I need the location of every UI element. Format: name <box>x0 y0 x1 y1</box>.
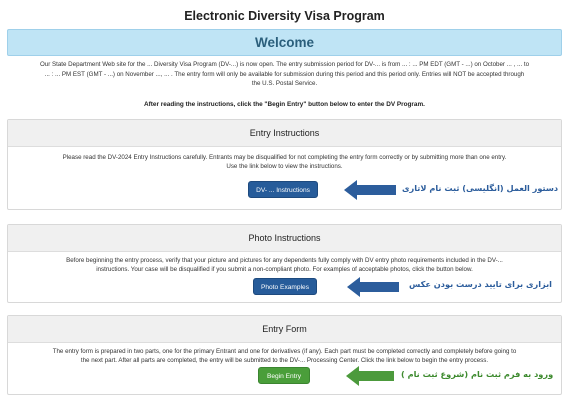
entry-instructions-text <box>8 147 561 171</box>
begin-entry-button[interactable]: Begin Entry <box>258 367 310 384</box>
left-arrow-icon <box>344 179 396 201</box>
entry-note: ورود به فرم ثبت نام (شروع ثبت نام ) <box>401 369 554 379</box>
welcome-banner: Welcome <box>7 29 562 56</box>
photo-instructions-text <box>8 252 561 274</box>
instructions-annotation <box>344 179 564 201</box>
entry-annotation <box>346 365 568 387</box>
intro-text <box>6 60 563 89</box>
entry-form-heading: Entry Form <box>8 316 561 343</box>
intro-instruction: After reading the instructions, click the "Begin Entry" button below to enter the DV Program. <box>144 101 425 108</box>
intro-line: the U.S. Postal Service. <box>251 80 318 88</box>
entry-instructions-heading: Entry Instructions <box>8 120 561 147</box>
panel-text-line: instructions. Your case will be disqualified if you submit a non-compliant photo. For examples of acceptable photos, click the button below. <box>96 266 473 274</box>
photo-note: ابزاری برای تایید درست بودن عکس <box>409 279 552 289</box>
left-arrow-icon <box>347 276 399 298</box>
panel-text-line: The entry form is prepared in two parts, one for the primary Entrant and one for derivatives (if any). Each part must be completed correctly and completely before going to <box>52 348 517 355</box>
page-title: Electronic Diversity Visa Program <box>184 9 385 23</box>
panel-text-line: Use the link below to view the instructions. <box>226 163 343 171</box>
panel-text-line: Please read the DV-2024 Entry Instructions carefully. Entrants may be disqualified for not completing the entry form correctly or by submitting more than one entry. <box>62 154 507 161</box>
photo-instructions-heading: Photo Instructions <box>8 225 561 252</box>
photo-annotation <box>347 276 567 298</box>
intro-line: Our State Department Web site for the ... Diversity Visa Program (DV-...) is now open. The entry submission period for DV-... is from ... : ... PM EDT (GMT - ...) on October ... , ... to <box>39 61 530 68</box>
entry-form-text <box>8 343 561 365</box>
left-arrow-icon <box>346 365 394 387</box>
intro-line: ... : ... PM EST (GMT - ...) on November ..., ... . The entry form will only be available for submission during this period and this period only. Entries will NOT be accepted through <box>44 70 525 78</box>
photo-examples-button[interactable]: Photo Examples <box>253 278 317 295</box>
panel-text-line: Before beginning the entry process, verify that your picture and pictures for any dependents fully comply with DV entry photo requirements included in the DV-... <box>66 257 503 264</box>
dv-instructions-button[interactable]: DV- ... Instructions <box>248 181 318 198</box>
instructions-note: دستور العمل (انگلیسی) ثبت نام لاتاری <box>402 183 559 193</box>
panel-text-line: the next part. After all parts are completed, the entry will be submitted to the DV-... Processing Center. Click the link below to begin the entry process. <box>80 357 489 365</box>
